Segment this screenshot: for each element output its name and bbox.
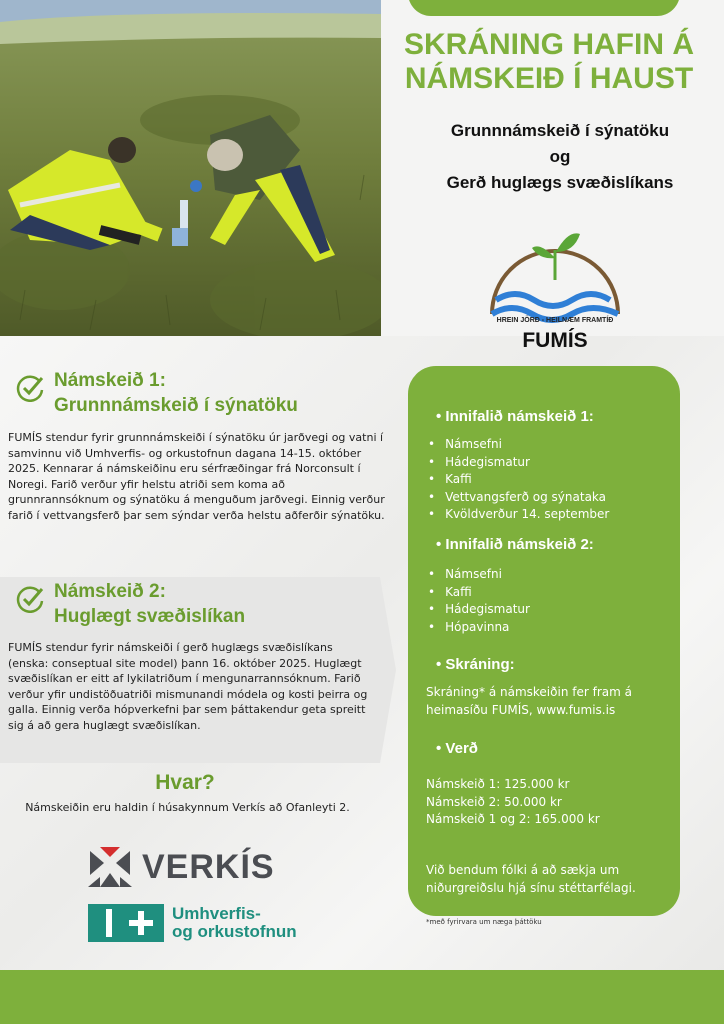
included-course-2-list xyxy=(428,566,530,636)
location-title: Hvar? xyxy=(155,771,215,794)
list-item: • Hádegismatur xyxy=(428,601,530,619)
course-2-heading xyxy=(16,579,245,629)
subtitles xyxy=(400,118,720,196)
list-item: • Kaffi xyxy=(428,584,530,602)
included-course-1-heading: • Innifalið námskeið 1: xyxy=(436,408,594,425)
umhverfis-logo xyxy=(88,904,297,942)
list-item: • Kvöldverður 14. september xyxy=(428,506,609,524)
subtitle-joiner: og xyxy=(549,147,571,166)
subtitle-2: Gerð huglægs svæðislíkans xyxy=(446,173,674,192)
course-2-description: FUMÍS stendur fyrir námskeiði í gerð huglægs svæðislíkans (enska: conseptual site model) þann 16. október 2025. Huglægt svæðislíkan er eitt af lykilatriðum í mengunarrannsóknum. Farið verður yfir undistöðuatriði mismunandi módela og kosti þeirra og galla. Einnig verða hópverkefni þar sem þáttakendur geta spreitt sig á að gera huglægt svæðislíkan. xyxy=(8,641,368,732)
included-course-2-heading: • Innifalið námskeið 2: xyxy=(436,536,594,553)
page-headline xyxy=(384,28,714,96)
registration-text: Skráning* á námskeiðin fer fram á heimasíðu FUMÍS, www.fumis.is xyxy=(426,685,632,717)
checkmark-icon xyxy=(16,585,44,613)
list-item: • Kaffi xyxy=(428,471,609,489)
list-item: • Námsefni xyxy=(428,566,530,584)
info-panel xyxy=(408,366,680,916)
footnote: *með fyrirvara um næga þáttöku xyxy=(426,918,542,926)
course-1-heading xyxy=(16,368,298,418)
list-item: • Hópavinna xyxy=(428,619,530,637)
bottom-accent-bar xyxy=(0,970,724,1024)
price-list xyxy=(426,776,666,829)
included-course-1-list xyxy=(428,436,609,524)
price-heading: • Verð xyxy=(436,740,478,757)
location-text: Námskeiðin eru haldin í húsakynnum Verkís að Ofanleyti 2. xyxy=(25,801,350,814)
verkis-name: VERKÍS xyxy=(142,847,275,886)
list-item: • Námsefni xyxy=(428,436,609,454)
union-note: Við bendum fólki á að sækja um niðurgreiðslu hjá sínu stéttarfélagi. xyxy=(426,863,636,895)
hero-photo xyxy=(0,0,381,336)
logo-name: FUMÍS xyxy=(522,329,588,352)
umhverfis-name-line-2: og orkustofnun xyxy=(172,922,297,941)
umhverfis-mark-icon xyxy=(88,904,164,942)
headline-line-2: NÁMSKEIÐ Í HAUST xyxy=(404,62,694,95)
umhverfis-name-line-1: Umhverfis- xyxy=(172,904,261,923)
course-1-description: FUMÍS stendur fyrir grunnnámskeiði í sýnatöku úr jarðvegi og vatni í samvinnu við Umhverfis- og orkustofnun dagana 14-15. október 2025. Kennarar á námskeiðinu eru sérfræðingar frá Norconsult í Noregi. Farið verður yfir helstu atriði sem koma að grunnrannsóknum og sýnatöku á menguðum jarðvegi. Einnig verður farið í vettvangsferð þar sem sýndar verða helstu aðferðir sýnatöku. xyxy=(8,431,385,522)
headline-line-1: SKRÁNING HAFIN Á xyxy=(404,28,694,61)
course-1-title: Grunnnámskeið í sýnatöku xyxy=(54,395,298,416)
price-item: Námskeið 1: 125.000 kr xyxy=(426,777,570,791)
top-accent-pill xyxy=(408,0,680,16)
course-2-title: Huglægt svæðislíkan xyxy=(54,606,246,627)
price-item: Námskeið 1 og 2: 165.000 kr xyxy=(426,812,600,826)
price-item: Námskeið 2: 50.000 kr xyxy=(426,794,562,809)
verkis-mark-icon xyxy=(86,843,134,891)
logo-tagline: HREIN JÖRÐ - HEILNÆM FRAMTÍÐ xyxy=(496,317,614,324)
verkis-logo xyxy=(86,842,286,892)
course-1-label: Námskeið 1: xyxy=(54,370,166,391)
course-2-label: Námskeið 2: xyxy=(54,581,166,602)
registration-heading: • Skráning: xyxy=(436,656,515,673)
subtitle-1: Grunnnámskeið í sýnatöku xyxy=(450,121,670,140)
list-item: • Vettvangsferð og sýnataka xyxy=(428,489,609,507)
list-item: • Hádegismatur xyxy=(428,454,609,472)
checkmark-icon xyxy=(16,374,44,402)
